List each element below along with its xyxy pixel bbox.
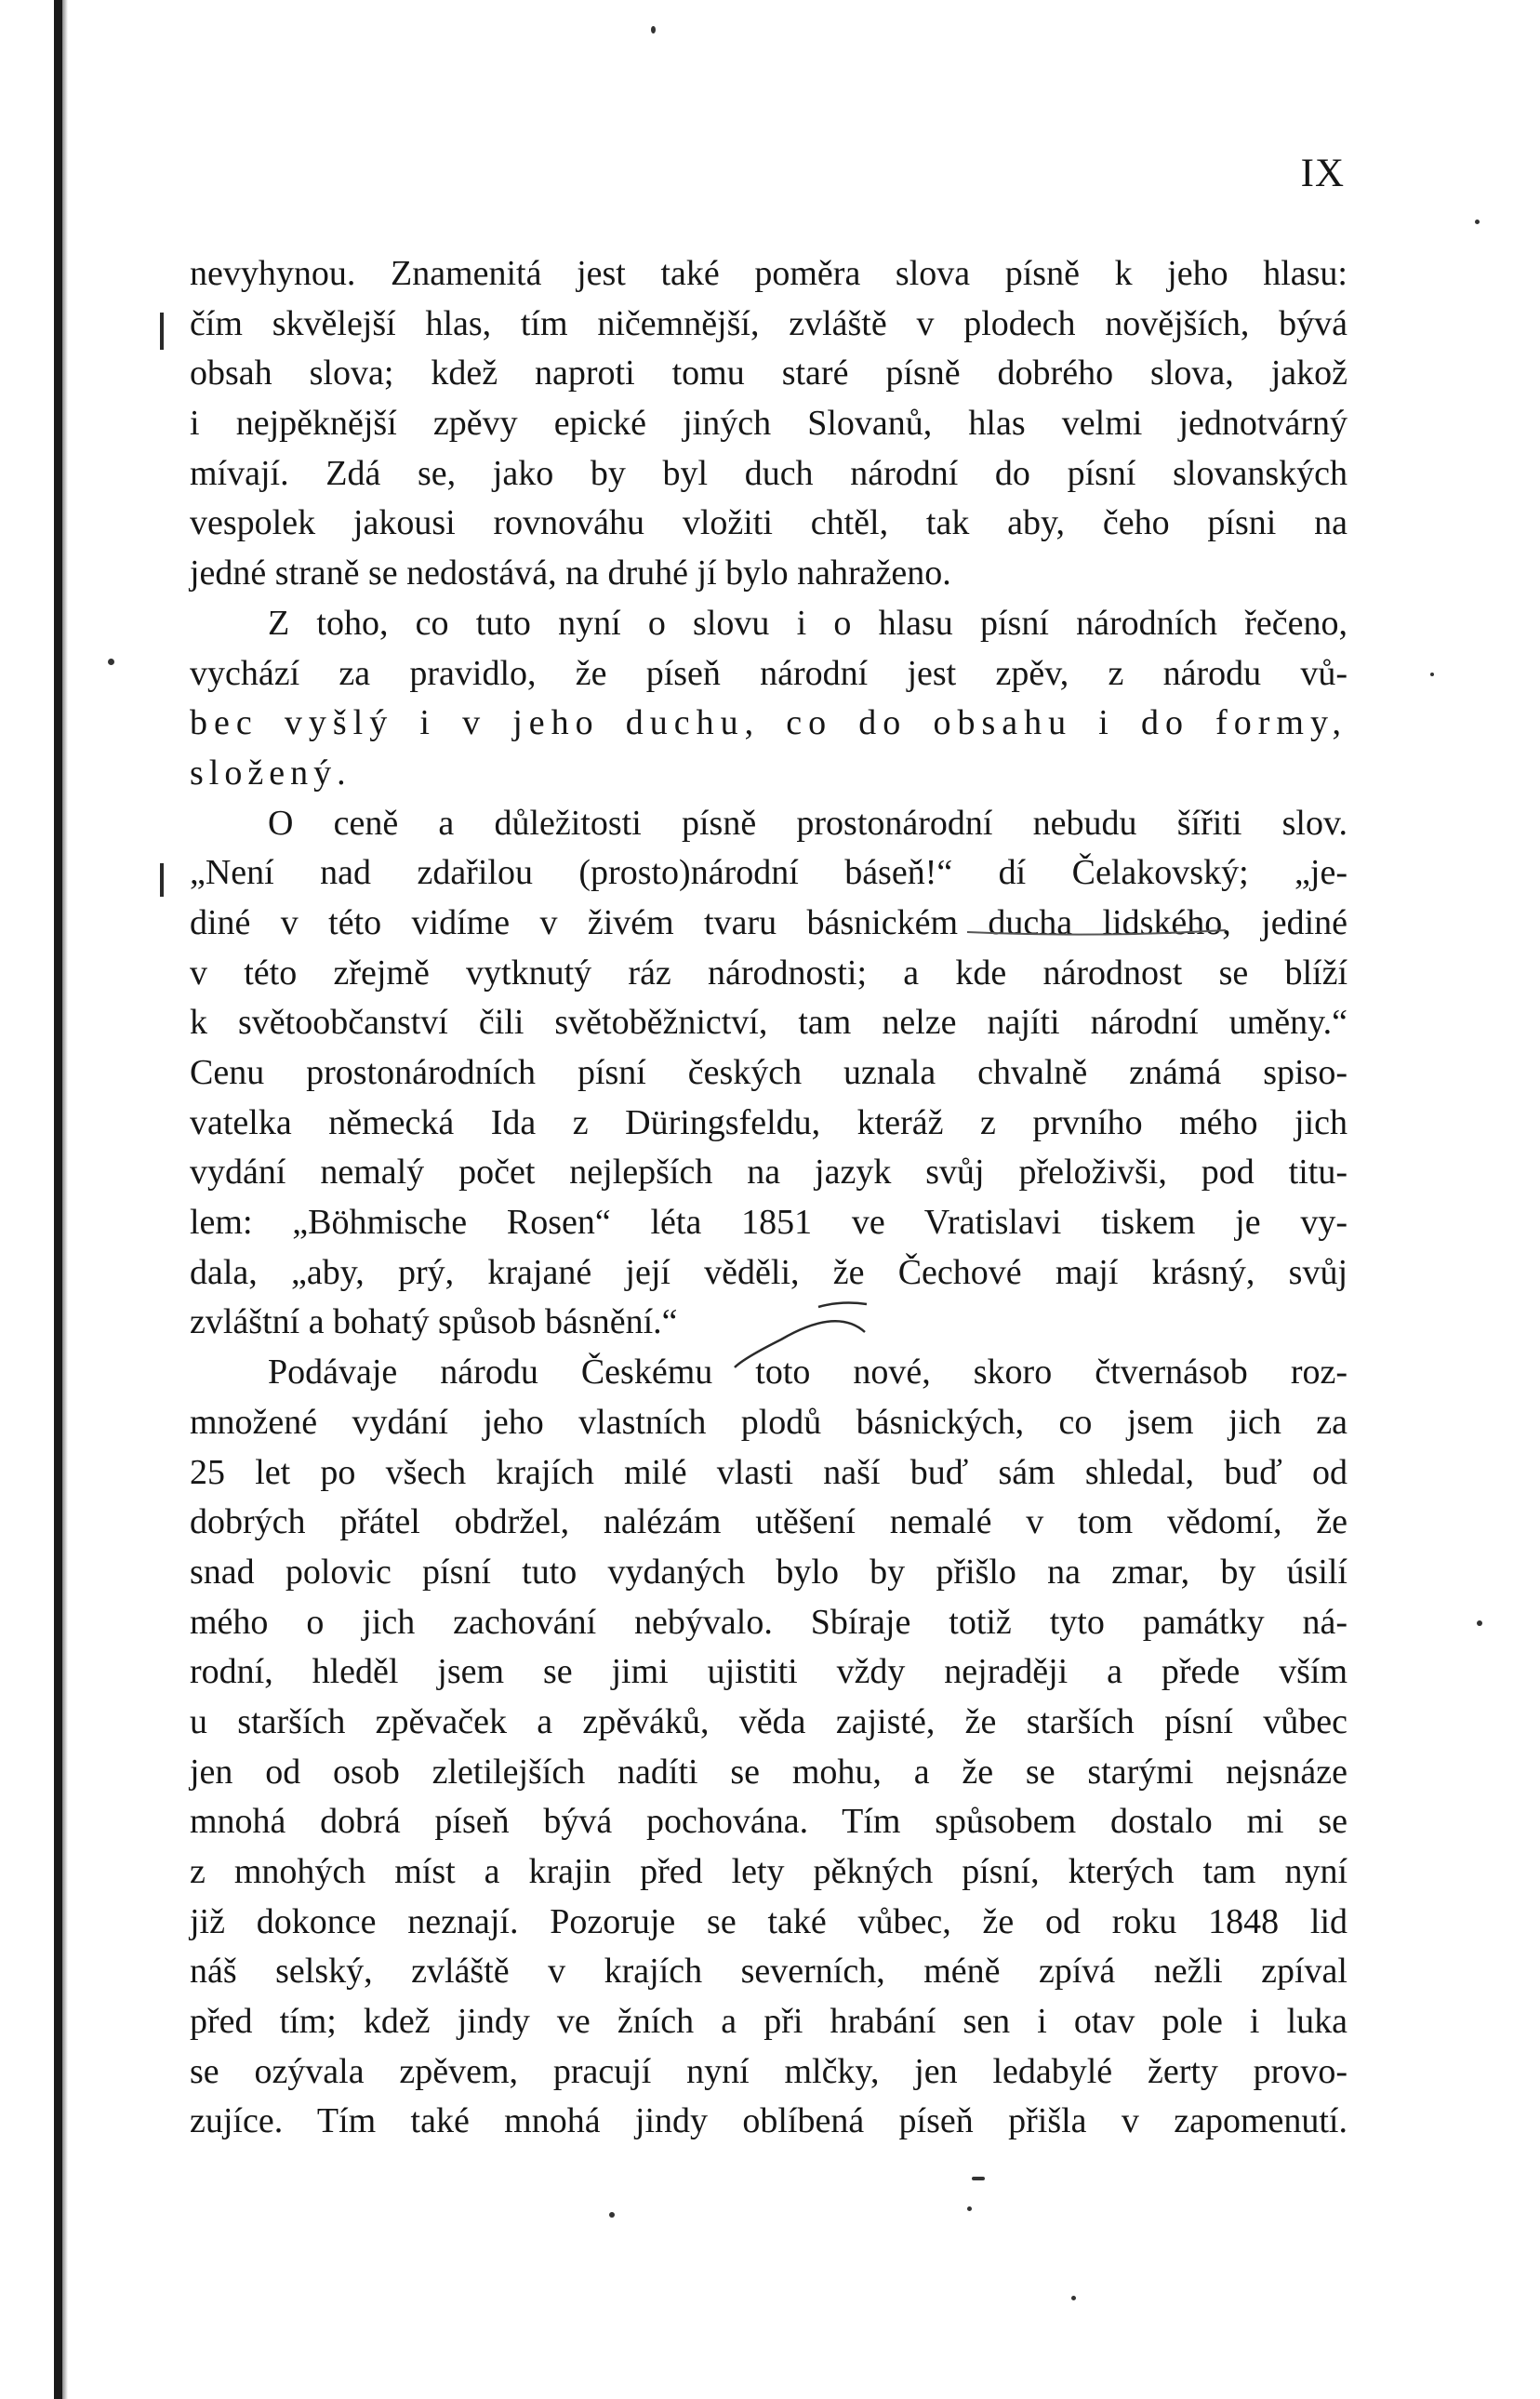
text-line: vydání nemalý počet nejlepších na jazyk svůj přeloživši, pod titu- xyxy=(190,1153,1348,1193)
text-line: vychází za pravidlo, že píseň národní jest zpěv, z národu vů- xyxy=(190,653,1348,693)
text-line: nevyhynou. Znamenitá jest také poměra slova písně k jeho hlasu: xyxy=(190,254,1348,293)
text-line: diné v této vidíme v živém tvaru básnickém ducha lidského, jediné xyxy=(190,902,1348,942)
text-line: mívají. Zdá se, jako by byl duch národní do písní slovanských xyxy=(190,453,1348,493)
text-line: se ozývala zpěvem, pracují nyní mlčky, jen ledabylé žerty provo- xyxy=(190,2051,1348,2091)
text-line: Podávaje národu Českému toto nové, skoro čtvernásob roz- xyxy=(268,1353,1348,1393)
text-line: k světoobčanství čili světoběžnictví, tam nelze najíti národní uměny.“ xyxy=(190,1003,1348,1043)
scan-speck xyxy=(967,2206,972,2211)
text-line: náš selský, zvláště v krajích severních, méně zpívá nežli zpíval xyxy=(190,1952,1348,1992)
text-line: Cenu prostonárodních písní českých uznala chvalně známá spiso- xyxy=(190,1053,1348,1092)
text-line: dobrých přátel obdržel, nalézám utěšení nemalé v tom vědomí, že xyxy=(190,1502,1348,1542)
text-line: jedné straně se nedostává, na druhé jí bylo nahraženo. xyxy=(190,553,951,593)
scan-speck xyxy=(1475,220,1480,224)
scan-speck xyxy=(1071,2296,1076,2300)
text-line: vatelka německá Ida z Düringsfeldu, kteráž z prvního mého jich xyxy=(190,1102,1348,1142)
scan-speck xyxy=(108,659,114,665)
text-line: mnohá dobrá píseň bývá pochována. Tím spůsobem dostalo mi se xyxy=(190,1802,1348,1842)
text-line: vespolek jakousi rovnováhu vložiti chtěl, tak aby, čeho písni na xyxy=(190,503,1348,543)
text-line: „Není nad zdařilou (prosto)národní báseň!“ dí Čelakovský; „je- xyxy=(190,853,1348,893)
text-line: rodní, hleděl jsem se jimi ujistiti vždy nejraději a přede vším xyxy=(190,1652,1348,1692)
text-line: mého o jich zachování nebývalo. Sbíraje totiž tyto památky ná- xyxy=(190,1602,1348,1642)
scan-speck xyxy=(609,2212,615,2218)
text-line: zvláštní a bohatý spůsob básnění.“ xyxy=(190,1302,678,1342)
pen-hook-stroke xyxy=(735,1303,867,1367)
scan-speck xyxy=(1477,1620,1482,1626)
page-number: IX xyxy=(1300,152,1345,195)
text-line: z mnohých míst a krajin před lety pěkných písní, kterých tam nyní xyxy=(190,1852,1348,1891)
text-line: před tím; kdež jindy ve žních a při hrabání sen i otav pole i luka xyxy=(190,2002,1348,2042)
text-line: 25 let po všech krajích milé vlasti naší buď sám shledal, buď od xyxy=(190,1452,1348,1492)
text-line: zujíce. Tím také mnohá jindy oblíbená píseň přišla v zapomenutí. xyxy=(190,2101,1348,2141)
text-line: složený. xyxy=(190,753,352,793)
text-line: již dokonce neznají. Pozoruje se také vůbec, že od roku 1848 lid xyxy=(190,1901,1348,1941)
text-line: dala, „aby, prý, krajané její věděli, že Čechové mají krásný, svůj xyxy=(190,1252,1348,1292)
text-line: u starších zpěvaček a zpěváků, věda zajisté, že starších písní vůbec xyxy=(190,1701,1348,1741)
scan-speck xyxy=(972,2177,985,2180)
text-line: čím skvělejší hlas, tím ničemnější, zvláště v plodech novějších, bývá xyxy=(190,303,1348,343)
underline-stroke xyxy=(967,930,1226,935)
text-line: lem: „Böhmische Rosen“ léta 1851 ve Vratislavi tiskem je vy- xyxy=(190,1203,1348,1243)
text-line: jen od osob zletilejších nadíti se mohu, a že se starými nejsnáze xyxy=(190,1752,1348,1792)
text-line: bec vyšlý i v jeho duchu, co do obsahu i do formy, xyxy=(190,703,1348,743)
text-line: v této zřejmě vytknutý ráz národnosti; a kde národnost se blíží xyxy=(190,953,1348,993)
scan-speck xyxy=(1430,673,1434,676)
text-line: obsah slova; kdež naproti tomu staré písně dobrého slova, jakož xyxy=(190,353,1348,393)
scan-speck xyxy=(651,26,656,33)
text-line: množené vydání jeho vlastních plodů básnických, co jsem jich za xyxy=(190,1402,1348,1442)
text-line: O ceně a důležitosti písně prostonárodní nebudu šířiti slov. xyxy=(268,803,1348,843)
text-line: snad polovic písní tuto vydaných bylo by přišlo na zmar, by úsilí xyxy=(190,1552,1348,1592)
text-line: i nejpěknější zpěvy epické jiných Slovanů, hlas velmi jednotvárný xyxy=(190,404,1348,444)
text-line: Z toho, co tuto nyní o slovu i o hlasu písní národních řečeno, xyxy=(268,603,1348,643)
